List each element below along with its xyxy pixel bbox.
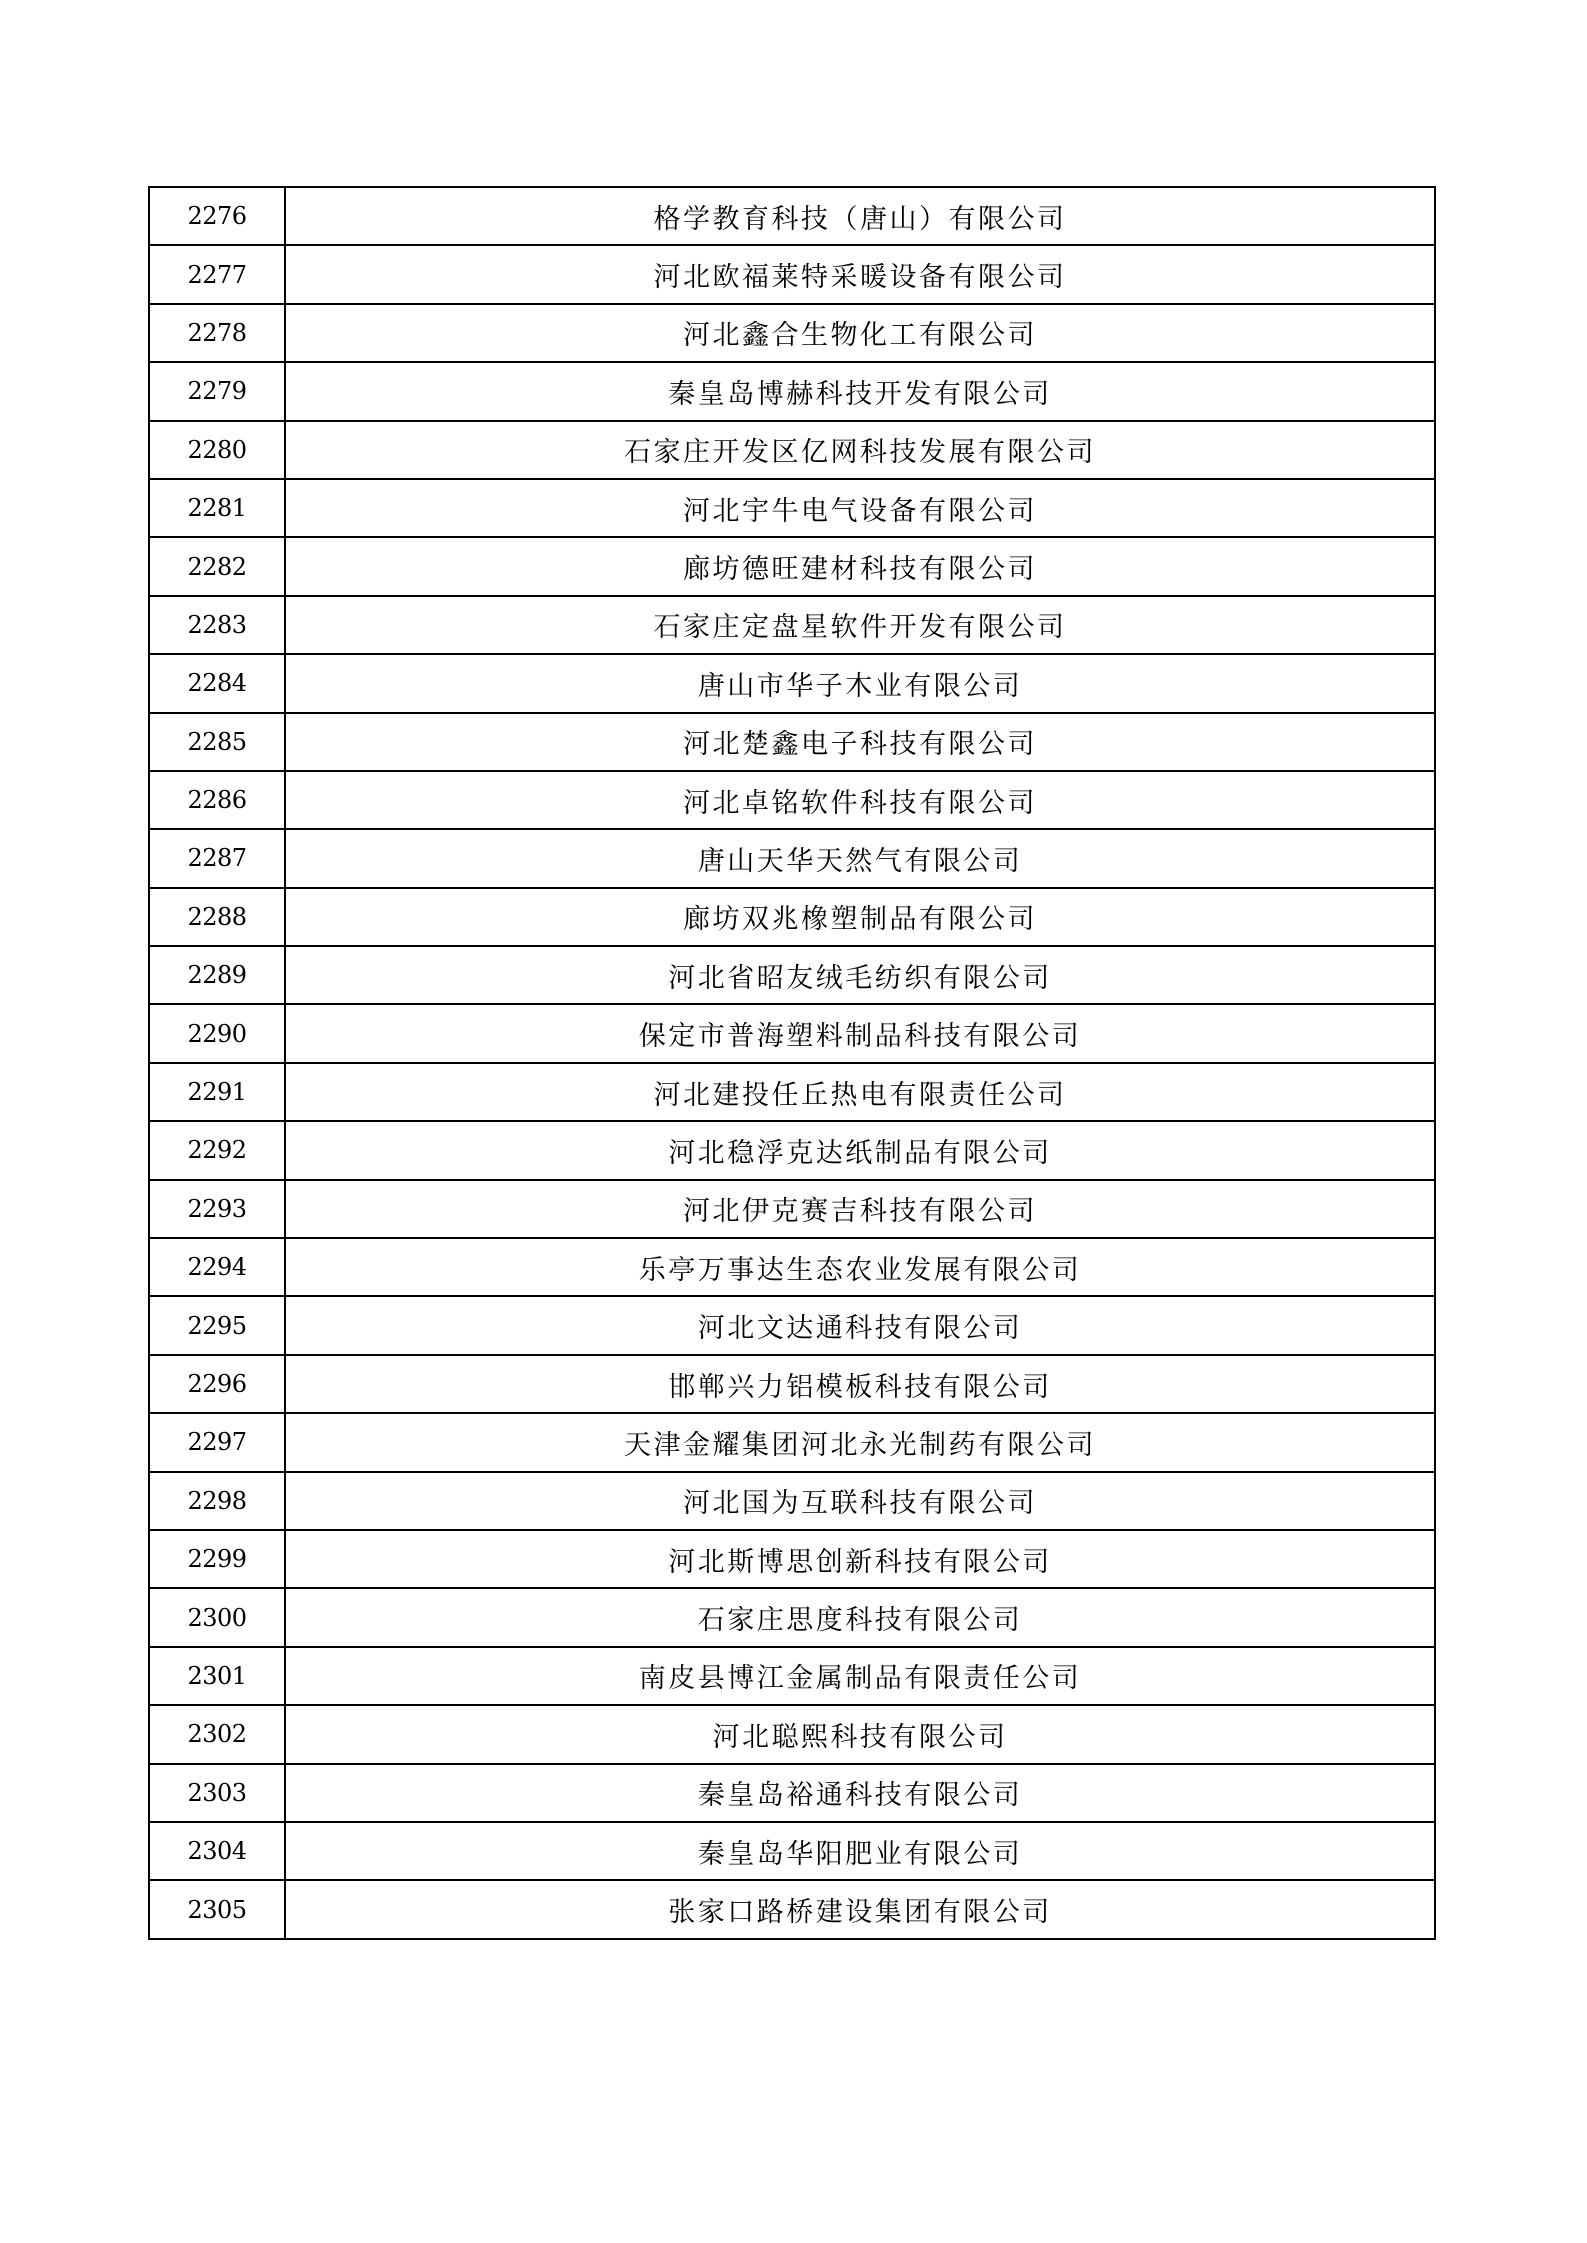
company-name: 河北斯博思创新科技有限公司 [285,1530,1435,1588]
row-number: 2305 [149,1880,285,1938]
row-number: 2297 [149,1413,285,1471]
company-name: 天津金耀集团河北永光制药有限公司 [285,1413,1435,1471]
row-number: 2280 [149,421,285,479]
table-row [149,304,1435,362]
row-number: 2276 [149,187,285,245]
company-name: 廊坊德旺建材科技有限公司 [285,537,1435,595]
table-row [149,1180,1435,1238]
row-number: 2292 [149,1121,285,1179]
table-row [149,654,1435,712]
table-row [149,1121,1435,1179]
row-number: 2287 [149,829,285,887]
row-number: 2294 [149,1238,285,1296]
row-number: 2279 [149,362,285,420]
table-row [149,1822,1435,1880]
row-number: 2296 [149,1355,285,1413]
table-row [149,1004,1435,1062]
row-number: 2299 [149,1530,285,1588]
table-row [149,1472,1435,1530]
row-number: 2288 [149,888,285,946]
row-number: 2291 [149,1063,285,1121]
row-number: 2284 [149,654,285,712]
row-number: 2289 [149,946,285,1004]
company-name: 唐山市华子木业有限公司 [285,654,1435,712]
row-number: 2277 [149,245,285,303]
row-number: 2301 [149,1647,285,1705]
company-name: 廊坊双兆橡塑制品有限公司 [285,888,1435,946]
company-name: 邯郸兴力铝模板科技有限公司 [285,1355,1435,1413]
company-name: 南皮县博江金属制品有限责任公司 [285,1647,1435,1705]
company-name: 石家庄思度科技有限公司 [285,1588,1435,1646]
table-row [149,1413,1435,1471]
company-name: 乐亭万事达生态农业发展有限公司 [285,1238,1435,1296]
table-row [149,1355,1435,1413]
row-number: 2281 [149,479,285,537]
company-name: 河北国为互联科技有限公司 [285,1472,1435,1530]
company-name: 河北楚鑫电子科技有限公司 [285,713,1435,771]
company-name: 河北卓铭软件科技有限公司 [285,771,1435,829]
company-list-table [148,186,1436,1940]
row-number: 2302 [149,1705,285,1763]
table-row [149,479,1435,537]
table-row [149,421,1435,479]
table-row [149,946,1435,1004]
table-row [149,1880,1435,1938]
company-name: 秦皇岛华阳肥业有限公司 [285,1822,1435,1880]
table-row [149,1705,1435,1763]
row-number: 2300 [149,1588,285,1646]
table-row [149,1764,1435,1822]
row-number: 2303 [149,1764,285,1822]
company-name: 河北伊克赛吉科技有限公司 [285,1180,1435,1238]
table-row [149,829,1435,887]
company-name: 河北省昭友绒毛纺织有限公司 [285,946,1435,1004]
company-name: 秦皇岛裕通科技有限公司 [285,1764,1435,1822]
row-number: 2285 [149,713,285,771]
table-row [149,245,1435,303]
row-number: 2298 [149,1472,285,1530]
table-row [149,187,1435,245]
table-row [149,888,1435,946]
company-name: 唐山天华天然气有限公司 [285,829,1435,887]
row-number: 2283 [149,596,285,654]
table-row [149,1588,1435,1646]
company-name: 秦皇岛博赫科技开发有限公司 [285,362,1435,420]
company-name: 河北宇牛电气设备有限公司 [285,479,1435,537]
row-number: 2286 [149,771,285,829]
company-name: 河北建投任丘热电有限责任公司 [285,1063,1435,1121]
company-name: 河北文达通科技有限公司 [285,1296,1435,1354]
table-row [149,537,1435,595]
table-row [149,1238,1435,1296]
row-number: 2295 [149,1296,285,1354]
table-row [149,771,1435,829]
table-row [149,596,1435,654]
table-body [149,187,1435,1939]
table-row [149,1647,1435,1705]
table-row [149,1530,1435,1588]
table-row [149,362,1435,420]
company-name: 石家庄开发区亿网科技发展有限公司 [285,421,1435,479]
row-number: 2293 [149,1180,285,1238]
company-name: 张家口路桥建设集团有限公司 [285,1880,1435,1938]
row-number: 2278 [149,304,285,362]
row-number: 2290 [149,1004,285,1062]
company-name: 河北欧福莱特采暖设备有限公司 [285,245,1435,303]
row-number: 2282 [149,537,285,595]
table-row [149,713,1435,771]
table-row [149,1296,1435,1354]
company-name: 保定市普海塑料制品科技有限公司 [285,1004,1435,1062]
company-name: 河北聪熙科技有限公司 [285,1705,1435,1763]
company-name: 河北稳浮克达纸制品有限公司 [285,1121,1435,1179]
company-name: 格学教育科技（唐山）有限公司 [285,187,1435,245]
company-name: 石家庄定盘星软件开发有限公司 [285,596,1435,654]
row-number: 2304 [149,1822,285,1880]
table-row [149,1063,1435,1121]
company-name: 河北鑫合生物化工有限公司 [285,304,1435,362]
